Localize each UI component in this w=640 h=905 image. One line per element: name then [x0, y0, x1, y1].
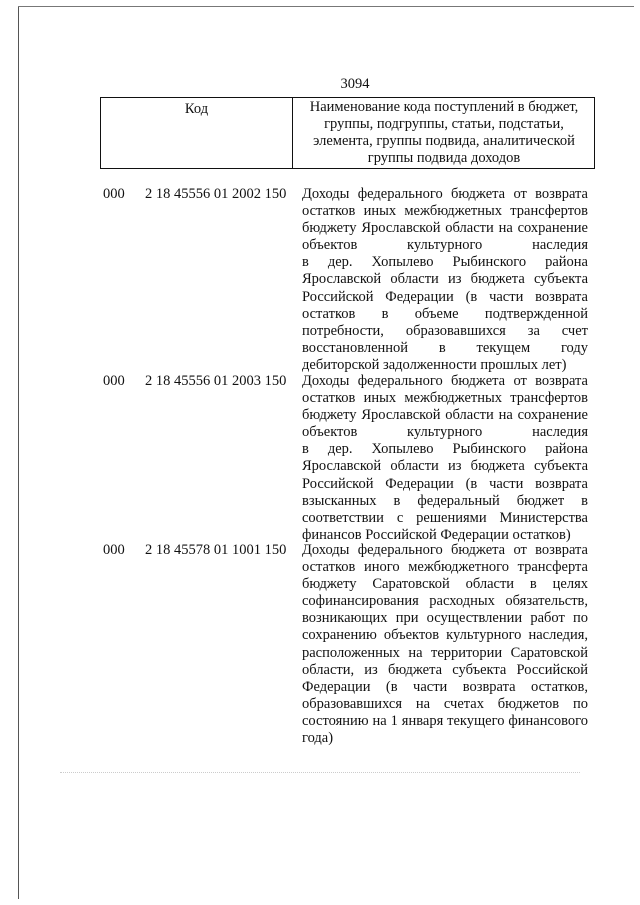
divider [60, 772, 580, 774]
header-code-label: Код [101, 98, 293, 168]
description-line: потребности, образовавшихся за счет [302, 322, 588, 339]
description-line: в дер. Хопылево Рыбинского района [302, 254, 588, 271]
table-header [100, 97, 595, 169]
description-line: Федерации (в части возврата остатков, [302, 678, 588, 695]
description-line: дебиторской задолженности прошлых лет) [302, 356, 567, 373]
page-border-left [18, 6, 19, 899]
page-number: 3094 [340, 76, 370, 92]
description-line: объектов культурного наследия [302, 424, 588, 441]
description-line: области, из бюджета субъекта Российской [302, 661, 588, 678]
description-line: Российской Федерации (в части возврата [302, 288, 588, 305]
header-name-label: Наименование кода поступлений в бюджет, группы, подгруппы, статьи, подстатьи, элемента, группы подвида, аналитической группы подвида доходов [309, 99, 579, 166]
row-admin-code: 000 [103, 542, 125, 558]
description-line: в дер. Хопылево Рыбинского района [302, 441, 588, 458]
description-line: бюджету Саратовской области в целях [302, 576, 588, 593]
row-revenue-code: 2 18 45556 01 2002 150 [145, 186, 287, 202]
description-line: остатков в объеме подтвержденной [302, 305, 588, 322]
row-description [302, 186, 588, 374]
description-line: возникающих при осуществлении работ по [302, 610, 588, 627]
description-line: соответствии с решениями Министерства [302, 509, 588, 526]
description-line: Доходы федерального бюджета от возврата [302, 542, 588, 558]
description-line: Ярославской области из бюджета субъекта [302, 271, 588, 288]
description-line: состоянию на 1 января текущего финансового [302, 712, 588, 729]
description-line: остатков иных межбюджетных трансфертов [302, 203, 588, 220]
description-line: бюджету Ярославской области на сохранение [302, 220, 588, 237]
description-line: остатков иных межбюджетных трансфертов [302, 390, 588, 407]
description-line: взысканных в федеральный бюджет в [302, 492, 588, 509]
page-border-top [18, 6, 634, 7]
description-line: остатков иного межбюджетного трансферта [302, 559, 588, 576]
row-admin-code: 000 [103, 373, 125, 389]
description-line: сохранению объектов культурного наследия, [302, 627, 588, 644]
description-line: восстановленной в текущем году [302, 339, 588, 356]
description-line: расположенных на территории Саратовской [302, 644, 588, 661]
description-line: Российской Федерации (в части возврата [302, 475, 588, 492]
description-line: софинансирования расходных обязательств, [302, 593, 588, 610]
description-line: Доходы федерального бюджета от возврата [302, 373, 588, 389]
description-line: Доходы федерального бюджета от возврата [302, 186, 588, 202]
row-description [302, 542, 588, 747]
row-revenue-code: 2 18 45556 01 2003 150 [145, 373, 287, 389]
row-revenue-code: 2 18 45578 01 1001 150 [145, 542, 287, 558]
description-line: финансов Российской Федерации остатков) [302, 526, 571, 543]
row-admin-code: 000 [103, 186, 125, 202]
description-line: бюджету Ярославской области на сохранение [302, 407, 588, 424]
description-line: объектов культурного наследия [302, 237, 588, 254]
description-line: образовавшихся на счетах бюджетов по [302, 695, 588, 712]
description-line: года) [302, 730, 334, 747]
description-line: Ярославской области из бюджета субъекта [302, 458, 588, 475]
row-description [302, 373, 588, 544]
